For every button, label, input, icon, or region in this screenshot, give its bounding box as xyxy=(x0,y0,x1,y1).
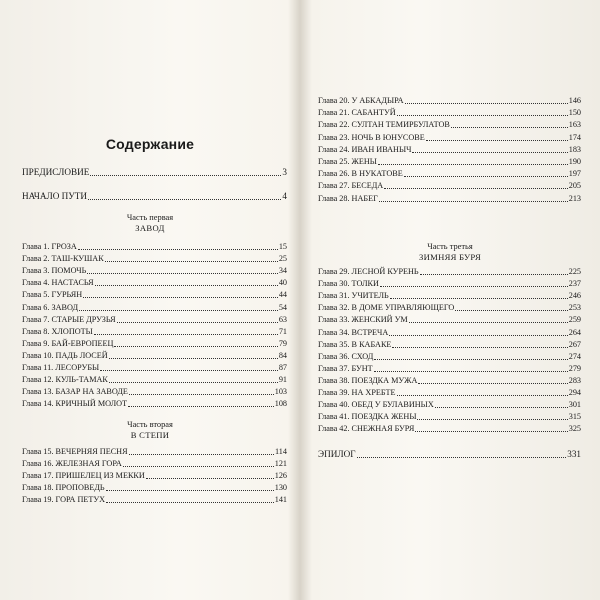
leader-dots xyxy=(405,103,568,104)
entry-title: ЭПИЛОГ xyxy=(318,449,356,459)
entry-page-number: 44 xyxy=(278,290,287,300)
leader-dots xyxy=(146,478,274,479)
part-label: Часть третья xyxy=(427,242,473,251)
toc-entry xyxy=(22,326,287,338)
toc-entry xyxy=(318,180,581,192)
toc-entry xyxy=(22,277,287,289)
entry-title: Глава 5. ГУРЬЯН xyxy=(22,290,83,300)
leader-dots xyxy=(83,297,278,298)
entry-title: Глава 38. ПОЕЗДКА МУЖА xyxy=(318,375,418,385)
leader-dots xyxy=(78,249,278,250)
entry-title: Глава 13. БАЗАР НА ЗАВОДЕ xyxy=(22,387,128,397)
leader-dots xyxy=(451,127,568,128)
toc-entry xyxy=(318,423,581,435)
entry-page-number: 259 xyxy=(568,315,581,325)
entry-title: Глава 30. ТОЛКИ xyxy=(318,279,379,289)
entry-page-number: 126 xyxy=(274,471,287,481)
toc-entry xyxy=(22,265,287,277)
entry-title: Глава 15. ВЕЧЕРНЯЯ ПЕСНЯ xyxy=(22,447,128,456)
part-label: Часть первая xyxy=(126,213,174,222)
toc-entry xyxy=(22,494,287,506)
toc-entry xyxy=(22,253,287,265)
entry-page-number: 315 xyxy=(568,412,581,422)
leader-dots xyxy=(79,310,278,311)
entry-page-number: 267 xyxy=(568,339,581,349)
entry-page-number: 325 xyxy=(568,424,581,434)
entry-title: Глава 1. ГРОЗА xyxy=(22,242,77,251)
toc-entry xyxy=(318,95,581,107)
toc-entry xyxy=(318,193,581,205)
entry-page-number: 294 xyxy=(568,388,581,397)
leader-dots xyxy=(389,335,567,336)
entry-title: Глава 35. В КАБАКЕ xyxy=(318,339,392,349)
toc-entry xyxy=(22,302,287,314)
entry-title: Глава 39. НА ХРЕБТЕ xyxy=(318,388,396,397)
toc-entry xyxy=(22,362,287,374)
toc-entry xyxy=(318,132,581,144)
entry-page-number: 246 xyxy=(568,291,581,301)
leader-dots xyxy=(109,382,278,383)
entry-title: Глава 11. ЛЕСОРУБЫ xyxy=(22,363,100,372)
entry-page-number: 79 xyxy=(278,338,287,348)
leader-dots xyxy=(379,201,568,202)
toc-entry xyxy=(22,374,287,386)
part-label: Часть вторая xyxy=(127,420,173,429)
entry-title: Глава 21. САБАНТУЙ xyxy=(318,108,396,118)
toc-entry xyxy=(318,266,581,278)
entry-page-number: 183 xyxy=(568,144,581,154)
leader-dots xyxy=(105,261,278,262)
entry-page-number: 40 xyxy=(278,278,287,288)
entry-title: Глава 17. ПРИШЕЛЕЦ ИЗ МЕККИ xyxy=(22,471,145,481)
leader-dots xyxy=(100,370,278,371)
entry-page-number: 331 xyxy=(567,449,581,459)
toc-entry xyxy=(318,363,581,375)
leader-dots xyxy=(418,383,567,384)
leader-dots xyxy=(94,334,278,335)
leader-dots xyxy=(106,502,274,503)
leader-dots xyxy=(455,310,567,311)
entry-page-number: 301 xyxy=(568,400,581,410)
entry-page-number: 108 xyxy=(274,399,287,409)
leader-dots xyxy=(409,322,568,323)
toc-entry xyxy=(318,314,581,326)
entry-page-number: 87 xyxy=(278,363,287,372)
toc-entry xyxy=(318,119,581,131)
entry-page-number: 225 xyxy=(568,267,581,276)
leader-dots xyxy=(95,285,278,286)
leader-dots xyxy=(374,359,567,360)
leader-dots xyxy=(404,176,568,177)
entry-title: Глава 8. ХЛОПОТЫ xyxy=(22,326,93,336)
toc-entry xyxy=(22,241,287,253)
entry-page-number: 34 xyxy=(278,266,287,276)
entry-page-number: 84 xyxy=(278,350,287,360)
entry-page-number: 283 xyxy=(568,375,581,385)
entry-page-number: 4 xyxy=(282,191,287,201)
entry-title: Глава 22. СУЛТАН ТЕМИРБУЛАТОВ xyxy=(318,120,450,130)
toc-entry xyxy=(22,289,287,301)
entry-title: Глава 23. НОЧЬ В ЮНУСОВЕ xyxy=(318,132,425,142)
leader-dots xyxy=(117,322,278,323)
entry-title: ПРЕДИСЛОВИЕ xyxy=(22,167,90,177)
leader-dots xyxy=(420,274,568,275)
toc-entry xyxy=(318,144,581,156)
toc-entry xyxy=(318,302,581,314)
toc-entry xyxy=(318,156,581,168)
entry-page-number: 114 xyxy=(275,447,287,456)
toc-entry xyxy=(22,350,287,362)
entry-page-number: 253 xyxy=(568,303,581,313)
toc-entry xyxy=(318,107,581,119)
entry-title: Глава 4. НАСТАСЬЯ xyxy=(22,278,94,288)
entry-page-number: 205 xyxy=(568,181,581,191)
toc-entry xyxy=(22,470,287,482)
toc-entry xyxy=(318,399,581,411)
toc-entry xyxy=(318,387,581,399)
entry-page-number: 71 xyxy=(278,326,287,336)
leader-dots xyxy=(397,115,568,116)
entry-title: Глава 40. ОБЕД У БУЛАВИНЫХ xyxy=(318,400,434,410)
part-title: ЗИМНЯЯ БУРЯ xyxy=(419,252,481,262)
entry-title: Глава 20. У АБКАДЫРА xyxy=(318,96,404,105)
entry-title: Глава 16. ЖЕЛЕЗНАЯ ГОРА xyxy=(22,459,122,469)
entry-page-number: 130 xyxy=(274,483,287,493)
entry-title: Глава 9. БАЙ-ЕВРОПЕЕЦ xyxy=(22,338,114,348)
toc-entry xyxy=(318,448,581,461)
toc-entry xyxy=(22,458,287,470)
leader-dots xyxy=(123,466,274,467)
entry-title: Глава 33. ЖЕНСКИЙ УМ xyxy=(318,315,408,325)
entry-title: Глава 41. ПОЕЗДКА ЖЕНЫ xyxy=(318,412,417,422)
toc-entry xyxy=(318,375,581,387)
toc-entry xyxy=(318,327,581,339)
entry-page-number: 141 xyxy=(274,495,287,505)
leader-dots xyxy=(397,395,568,396)
entry-page-number: 279 xyxy=(568,363,581,373)
entry-title: Глава 12. КУЛЬ-ТАМАК xyxy=(22,375,108,385)
leader-dots xyxy=(415,431,567,432)
entry-title: Глава 18. ПРОПОВЕДЬ xyxy=(22,483,105,493)
leader-dots xyxy=(87,273,278,274)
leader-dots xyxy=(106,490,274,491)
entry-page-number: 121 xyxy=(274,459,287,469)
toc-entry xyxy=(318,351,581,363)
leader-dots xyxy=(114,346,277,347)
entry-page-number: 213 xyxy=(568,193,581,203)
toc-entry xyxy=(318,278,581,290)
leader-dots xyxy=(129,394,274,395)
entry-page-number: 54 xyxy=(278,302,287,312)
entry-page-number: 3 xyxy=(282,167,287,177)
entry-page-number: 63 xyxy=(278,314,287,324)
leader-dots xyxy=(417,419,567,420)
entry-page-number: 197 xyxy=(568,169,581,179)
toc-entry xyxy=(318,411,581,423)
entry-title: Глава 32. В ДОМЕ УПРАВЛЯЮЩЕГО xyxy=(318,303,455,313)
toc-entry xyxy=(22,482,287,494)
entry-title: Глава 6. ЗАВОД xyxy=(22,302,79,312)
entry-title: Глава 31. УЧИТЕЛЬ xyxy=(318,291,389,301)
entry-title: Глава 19. ГОРА ПЕТУХ xyxy=(22,495,106,505)
toc-entry xyxy=(22,166,287,179)
entry-title: Глава 34. ВСТРЕЧА xyxy=(318,327,389,337)
entry-page-number: 15 xyxy=(278,242,287,251)
leader-dots xyxy=(392,347,567,348)
entry-page-number: 146 xyxy=(568,96,581,105)
leader-dots xyxy=(374,371,568,372)
leader-dots xyxy=(129,454,274,455)
toc-entry xyxy=(318,290,581,302)
toc-entry xyxy=(22,386,287,398)
entry-title: Глава 3. ПОМОЧЬ xyxy=(22,266,87,276)
entry-title: Глава 7. СТАРЫЕ ДРУЗЬЯ xyxy=(22,314,116,324)
entry-page-number: 163 xyxy=(568,120,581,130)
leader-dots xyxy=(109,358,278,359)
entry-title: Глава 24. ИВАН ИВАНЫЧ xyxy=(318,144,412,154)
leader-dots xyxy=(435,407,568,408)
contents-heading: Содержание xyxy=(105,136,195,152)
toc-entry xyxy=(318,168,581,180)
right-page xyxy=(300,0,600,600)
leader-dots xyxy=(426,140,568,141)
leader-dots xyxy=(90,175,281,176)
toc-entry xyxy=(22,446,287,458)
entry-page-number: 91 xyxy=(278,375,287,385)
toc-entry xyxy=(318,339,581,351)
entry-page-number: 25 xyxy=(278,254,287,264)
leader-dots xyxy=(357,457,567,458)
leader-dots xyxy=(380,286,568,287)
entry-title: Глава 14. КРИЧНЫЙ МОЛОТ xyxy=(22,399,128,409)
leader-dots xyxy=(128,406,274,407)
entry-title: Глава 42. СНЕЖНАЯ БУРЯ xyxy=(318,424,415,434)
toc-entry xyxy=(22,338,287,350)
leader-dots xyxy=(390,298,568,299)
part-title: В СТЕПИ xyxy=(130,430,170,440)
toc-entry xyxy=(22,190,287,203)
entry-page-number: 103 xyxy=(274,387,287,397)
leader-dots xyxy=(378,164,568,165)
leader-dots xyxy=(384,188,567,189)
entry-title: Глава 29. ЛЕСНОЙ КУРЕНЬ xyxy=(318,267,419,276)
entry-title: НАЧАЛО ПУТИ xyxy=(22,191,88,201)
entry-title: Глава 27. БЕСЕДА xyxy=(318,181,384,191)
part-title: ЗАВОД xyxy=(135,223,165,233)
entry-page-number: 274 xyxy=(568,351,581,361)
entry-title: Глава 37. БУНТ xyxy=(318,363,373,373)
entry-title: Глава 2. ТАШ-КУШАК xyxy=(22,254,104,264)
leader-dots xyxy=(412,152,567,153)
toc-entry xyxy=(22,314,287,326)
entry-page-number: 190 xyxy=(568,157,581,166)
entry-title: Глава 28. НАБЕГ xyxy=(318,193,378,203)
entry-page-number: 237 xyxy=(568,279,581,289)
entry-title: Глава 36. СХОД xyxy=(318,351,374,361)
entry-title: Глава 25. ЖЕНЫ xyxy=(318,157,377,166)
leader-dots xyxy=(88,199,281,200)
toc-entry xyxy=(22,398,287,410)
entry-page-number: 264 xyxy=(568,327,581,337)
entry-page-number: 150 xyxy=(568,108,581,118)
entry-title: Глава 10. ПАДЬ ЛОСЕЙ xyxy=(22,350,108,360)
entry-page-number: 174 xyxy=(568,132,581,142)
entry-title: Глава 26. В НУКАТОВЕ xyxy=(318,169,403,179)
